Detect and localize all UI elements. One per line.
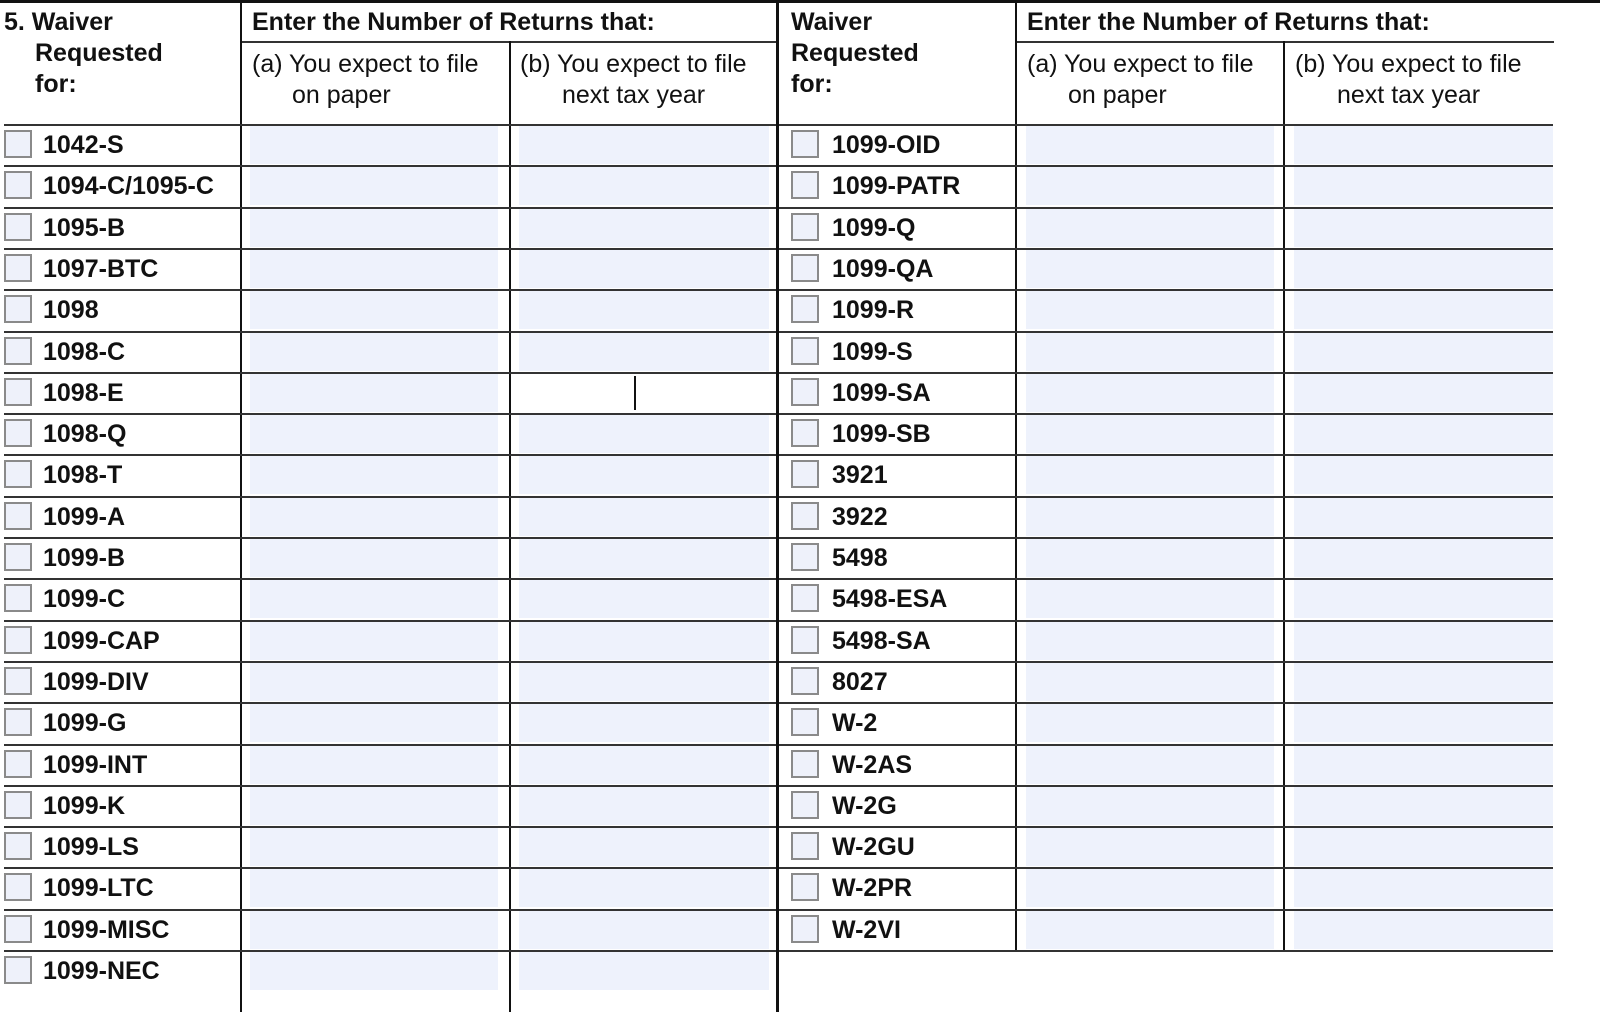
left-waiver-header-line2: Requested (35, 39, 163, 67)
checkbox-w-2vi[interactable] (791, 915, 819, 943)
paper-count-input[interactable] (1026, 126, 1274, 164)
checkbox-1099-sb[interactable] (791, 419, 819, 447)
checkbox-1099-k[interactable] (4, 791, 32, 819)
paper-count-input[interactable] (250, 250, 498, 288)
right_rows-bottom-rule (779, 950, 1553, 952)
form-label: 1099-G (43, 709, 127, 737)
form-label: 1098-Q (43, 420, 127, 448)
checkbox-1099-ltc[interactable] (4, 873, 32, 901)
right-col-b-header-line1: (b) You expect to file (1295, 50, 1522, 78)
form-label: 3921 (832, 461, 888, 489)
next-year-count-input[interactable] (1294, 663, 1553, 701)
next-year-count-input[interactable] (519, 250, 769, 288)
right-waiver-header-line1: Waiver (791, 8, 873, 36)
paper-count-input[interactable] (250, 828, 498, 866)
paper-count-input[interactable] (250, 911, 498, 949)
checkbox-1099-sa[interactable] (791, 378, 819, 406)
form-label: 8027 (832, 668, 888, 696)
checkbox-5498-sa[interactable] (791, 626, 819, 654)
form-label: 1099-B (43, 544, 125, 572)
next-year-count-input[interactable] (519, 828, 769, 866)
paper-count-input[interactable] (250, 622, 498, 660)
paper-count-input[interactable] (1026, 787, 1274, 825)
next-year-count-input[interactable] (519, 539, 769, 577)
next-year-count-input[interactable] (519, 622, 769, 660)
next-year-count-input[interactable] (519, 167, 769, 205)
next-year-count-input[interactable] (1294, 374, 1553, 412)
paper-count-input[interactable] (250, 126, 498, 164)
form-label: 1097-BTC (43, 255, 159, 283)
right-col-a-header-line1: (a) You expect to file (1027, 50, 1254, 78)
paper-count-input[interactable] (250, 580, 498, 618)
left-col-b-header-line1: (b) You expect to file (520, 50, 747, 78)
next-year-count-input[interactable] (1294, 456, 1553, 494)
next-year-count-input[interactable] (1294, 911, 1553, 949)
next-year-count-input[interactable] (1294, 580, 1553, 618)
form-label: 1099-LS (43, 833, 139, 861)
form-label: 1095-B (43, 214, 125, 242)
next-year-count-input[interactable] (519, 869, 769, 907)
checkbox-1099-s[interactable] (791, 337, 819, 365)
next-year-count-input[interactable] (519, 911, 769, 949)
form-label: 1099-R (832, 296, 914, 324)
next-year-count-input[interactable] (519, 952, 769, 990)
form-label: 5498 (832, 544, 888, 572)
form-label: 1099-C (43, 585, 125, 613)
form-label: 1094-C/1095-C (43, 172, 214, 200)
checkbox-w-2gu[interactable] (791, 832, 819, 860)
checkbox-5498-esa[interactable] (791, 584, 819, 612)
paper-count-input[interactable] (1026, 580, 1274, 618)
checkbox-1098[interactable] (4, 295, 32, 323)
next-year-count-input[interactable] (519, 663, 769, 701)
right-col-divider-1 (1015, 0, 1017, 952)
next-year-count-input[interactable] (1294, 869, 1553, 907)
form-label: 1099-SB (832, 420, 931, 448)
paper-count-input[interactable] (1026, 333, 1274, 371)
paper-count-input[interactable] (250, 663, 498, 701)
form-label: W-2GU (832, 833, 915, 861)
right-group-rule (1016, 41, 1554, 43)
next-year-count-input[interactable] (519, 333, 769, 371)
checkbox-1099-a[interactable] (4, 502, 32, 530)
left-waiver-header-line1: 5. Waiver (4, 8, 113, 36)
paper-count-input[interactable] (1026, 374, 1274, 412)
paper-count-input[interactable] (1026, 415, 1274, 453)
next-year-count-input[interactable] (519, 209, 769, 247)
checkbox-1099-int[interactable] (4, 750, 32, 778)
paper-count-input[interactable] (1026, 250, 1274, 288)
paper-count-input[interactable] (250, 374, 498, 412)
paper-count-input[interactable] (250, 704, 498, 742)
checkbox-3921[interactable] (791, 460, 819, 488)
next-year-count-input[interactable] (519, 787, 769, 825)
form-label: 5498-SA (832, 627, 931, 655)
checkbox-1098-e[interactable] (4, 378, 32, 406)
checkbox-1099-misc[interactable] (4, 915, 32, 943)
form-label: 1099-INT (43, 751, 148, 779)
checkbox-w-2[interactable] (791, 708, 819, 736)
form-label: 1098-E (43, 379, 124, 407)
checkbox-1099-g[interactable] (4, 708, 32, 736)
right-col-b-header-line2: next tax year (1337, 81, 1481, 109)
paper-count-input[interactable] (250, 415, 498, 453)
form-label: 1099-NEC (43, 957, 160, 985)
next-year-count-input[interactable] (1294, 704, 1553, 742)
paper-count-input[interactable] (250, 539, 498, 577)
next-year-count-input[interactable] (1294, 250, 1553, 288)
text-caret (634, 376, 636, 410)
checkbox-1099-r[interactable] (791, 295, 819, 323)
next-year-count-input[interactable] (519, 291, 769, 329)
paper-count-input[interactable] (1026, 622, 1274, 660)
left-col-a-header-line2: on paper (292, 81, 391, 109)
right-waiver-header-line2: Requested (791, 39, 919, 67)
form-label: W-2 (832, 709, 878, 737)
form-label: 1099-CAP (43, 627, 160, 655)
checkbox-1099-c[interactable] (4, 584, 32, 612)
form-label: 1099-DIV (43, 668, 149, 696)
next-year-count-input[interactable] (519, 415, 769, 453)
checkbox-1099-cap[interactable] (4, 626, 32, 654)
next-year-count-input[interactable] (1294, 167, 1553, 205)
checkbox-1098-q[interactable] (4, 419, 32, 447)
form-label: 1099-A (43, 503, 125, 531)
paper-count-input[interactable] (250, 456, 498, 494)
paper-count-input[interactable] (1026, 828, 1274, 866)
form-label: 3922 (832, 503, 888, 531)
checkbox-1099-div[interactable] (4, 667, 32, 695)
next-year-count-input[interactable] (519, 498, 769, 536)
form-label: 1099-LTC (43, 874, 154, 902)
paper-count-input[interactable] (1026, 209, 1274, 247)
next-year-count-input[interactable] (519, 704, 769, 742)
next-year-count-input[interactable] (1294, 787, 1553, 825)
checkbox-1099-b[interactable] (4, 543, 32, 571)
paper-count-input[interactable] (1026, 704, 1274, 742)
paper-count-input[interactable] (250, 952, 498, 990)
paper-count-input[interactable] (1026, 291, 1274, 329)
form-label: W-2VI (832, 916, 901, 944)
left-group-title: Enter the Number of Returns that: (252, 8, 655, 36)
checkbox-w-2pr[interactable] (791, 873, 819, 901)
checkbox-1099-oid[interactable] (791, 130, 819, 158)
form-label: 1099-K (43, 792, 125, 820)
right-col-a-header-line2: on paper (1068, 81, 1167, 109)
paper-count-input[interactable] (1026, 539, 1274, 577)
paper-count-input[interactable] (1026, 746, 1274, 784)
next-year-count-input[interactable] (1294, 746, 1553, 784)
form-label: 1099-QA (832, 255, 934, 283)
checkbox-1099-nec[interactable] (4, 956, 32, 984)
left-col-a-header-line1: (a) You expect to file (252, 50, 479, 78)
paper-count-input[interactable] (1026, 167, 1274, 205)
right-waiver-header-line3: for: (791, 70, 833, 98)
right-group-title: Enter the Number of Returns that: (1027, 8, 1430, 36)
checkbox-1099-ls[interactable] (4, 832, 32, 860)
paper-count-input[interactable] (1026, 869, 1274, 907)
checkbox-1098-c[interactable] (4, 337, 32, 365)
checkbox-1099-patr[interactable] (791, 171, 819, 199)
checkbox-1099-qa[interactable] (791, 254, 819, 282)
form-label: W-2AS (832, 751, 913, 779)
checkbox-w-2as[interactable] (791, 750, 819, 778)
form-label: 1099-SA (832, 379, 931, 407)
left-waiver-header-line3: for: (35, 70, 77, 98)
left-col-b-header-line2: next tax year (562, 81, 706, 109)
paper-count-input[interactable] (1026, 498, 1274, 536)
paper-count-input[interactable] (1026, 911, 1274, 949)
checkbox-1095-b[interactable] (4, 213, 32, 241)
paper-count-input[interactable] (250, 787, 498, 825)
form-label: 1099-Q (832, 214, 916, 242)
next-year-count-input[interactable] (1294, 828, 1553, 866)
center-divider (776, 0, 779, 1012)
paper-count-input[interactable] (250, 209, 498, 247)
next-year-count-input[interactable] (519, 580, 769, 618)
checkbox-8027[interactable] (791, 667, 819, 695)
checkbox-1042-s[interactable] (4, 130, 32, 158)
form-label: 1099-PATR (832, 172, 961, 200)
next-year-count-input[interactable] (519, 746, 769, 784)
next-year-count-input[interactable] (519, 126, 769, 164)
next-year-count-input[interactable] (519, 456, 769, 494)
checkbox-1098-t[interactable] (4, 460, 32, 488)
paper-count-input[interactable] (1026, 663, 1274, 701)
next-year-count-input[interactable] (1294, 498, 1553, 536)
next-year-count-input[interactable] (1294, 622, 1553, 660)
next-year-count-input[interactable] (1294, 209, 1553, 247)
checkbox-5498[interactable] (791, 543, 819, 571)
form-label: 1098 (43, 296, 99, 324)
form-label: 1098-C (43, 338, 125, 366)
next-year-count-input[interactable] (1294, 291, 1553, 329)
form-label: 1042-S (43, 131, 124, 159)
paper-count-input[interactable] (250, 746, 498, 784)
form-label: 1099-MISC (43, 916, 170, 944)
form-label: 1098-T (43, 461, 123, 489)
form-label: 1099-OID (832, 131, 941, 159)
checkbox-1099-q[interactable] (791, 213, 819, 241)
paper-count-input[interactable] (250, 869, 498, 907)
checkbox-3922[interactable] (791, 502, 819, 530)
next-year-count-input[interactable] (1294, 333, 1553, 371)
left-col-divider-1 (240, 0, 242, 1012)
next-year-count-input[interactable] (1294, 415, 1553, 453)
next-year-count-input[interactable] (1294, 539, 1553, 577)
paper-count-input[interactable] (1026, 456, 1274, 494)
paper-count-input[interactable] (250, 167, 498, 205)
checkbox-1094-c-1095-c[interactable] (4, 171, 32, 199)
next-year-count-input[interactable] (1294, 126, 1553, 164)
form-label: W-2PR (832, 874, 913, 902)
paper-count-input[interactable] (250, 291, 498, 329)
form-label: W-2G (832, 792, 897, 820)
checkbox-w-2g[interactable] (791, 791, 819, 819)
paper-count-input[interactable] (250, 498, 498, 536)
next-year-count-input[interactable] (519, 374, 769, 412)
form-label: 1099-S (832, 338, 913, 366)
paper-count-input[interactable] (250, 333, 498, 371)
checkbox-1097-btc[interactable] (4, 254, 32, 282)
form-label: 5498-ESA (832, 585, 948, 613)
